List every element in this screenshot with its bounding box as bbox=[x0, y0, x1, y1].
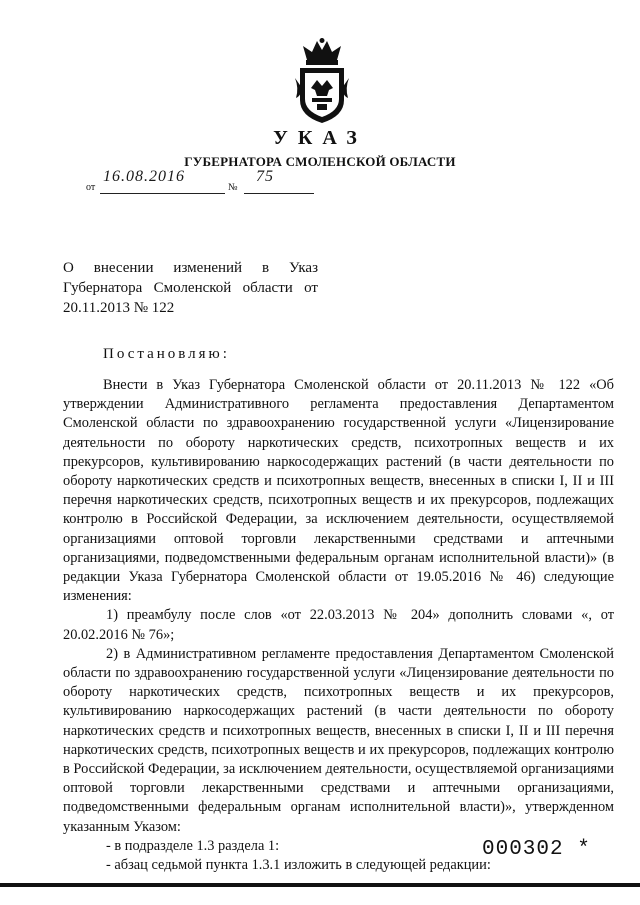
document-body bbox=[63, 376, 614, 875]
number-label: № bbox=[228, 182, 238, 193]
bottom-rule bbox=[0, 883, 640, 887]
document-subject: О внесении изменений в Указ Губернатора Смоленской области от 20.11.2013 № 122 bbox=[63, 260, 318, 316]
date-label: от bbox=[86, 182, 96, 193]
item-1-paragraph: 1) преамбулу после слов «от 22.03.2013 № 204» дополнить словами «, от 20.02.2016 № 76»; bbox=[63, 607, 614, 643]
handwritten-number: 75 bbox=[256, 168, 274, 185]
document-subtitle: ГУБЕРНАТОРА СМОЛЕНСКОЙ ОБЛАСТИ bbox=[184, 154, 456, 169]
date-underline bbox=[100, 193, 225, 194]
item-2-paragraph: 2) в Административном регламенте предоставления Департаментом Смоленской области по здравоохранению государственной услуги «Лицензирование деятельности по обороту наркотических средств, психотропных веществ и их прекурсоров, культивированию наркосодержащих растений (в части деятельности по обороту наркотических средств и психотропных веществ, внесенных в списки I, II и III перечня наркотических средств, психотропных веществ и их прекурсоров, подлежащих контролю в Российской Федерации, за исключением деятельности, осуществляемой организациями оптовой торговли лекарственными средствами и аптечными организациями, подведомственными федеральным органам исполнительной власти)», утвержденном указанным Указом: bbox=[63, 645, 614, 835]
dash-item-2: - абзац седьмой пункта 1.3.1 изложить в следующей редакции: bbox=[106, 857, 491, 874]
intro-paragraph: Внести в Указ Губернатора Смоленской области от 20.11.2013 № 122 «Об утверждении Административного регламента предоставления Департаментом Смоленской области по здравоохранению государственной услуги «Лицензирование деятельности по обороту наркотических средств, психотропных веществ и их прекурсоров, культивированию наркосодержащих растений (в части деятельности по обороту наркотических средств и психотропных веществ, внесенных в списки I, II и III перечня наркотических средств, психотропных веществ и их прекурсоров, подлежащих контролю в Российской Федерации, за исключением деятельности, осуществляемой организациями оптовой торговли лекарственными средствами и аптечными организациями, подведомственными федеральным органам исполнительной власти)» (в редакции Указа Губернатора Смоленской области от 19.05.2016 № 46) следующие изменения: bbox=[63, 377, 614, 605]
document-serial-number: 000302 * bbox=[482, 838, 591, 861]
document-title: УКАЗ bbox=[273, 127, 367, 149]
postanovlyayu-heading: Постановляю: bbox=[103, 346, 230, 362]
number-underline bbox=[244, 193, 314, 194]
dash-item-1: - в подразделе 1.3 раздела 1: bbox=[106, 837, 280, 854]
handwritten-date: 16.08.2016 bbox=[103, 168, 185, 185]
coat-of-arms-icon bbox=[293, 38, 351, 124]
